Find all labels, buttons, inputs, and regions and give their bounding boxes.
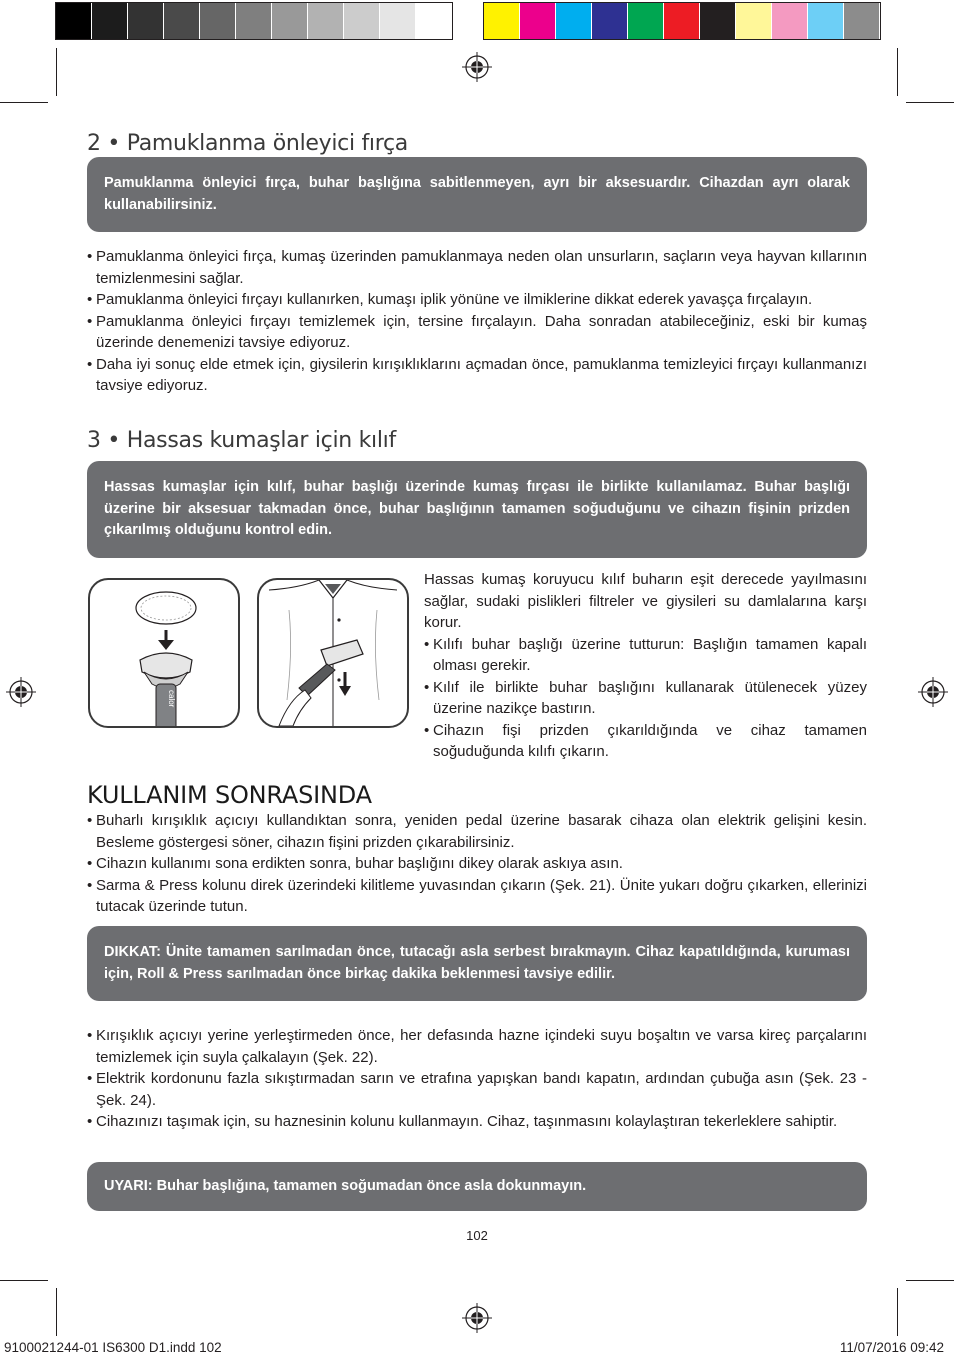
- color-swatch: [592, 3, 628, 39]
- registration-mark-icon: [462, 52, 492, 82]
- color-swatch: [308, 3, 344, 39]
- color-swatch: [164, 3, 200, 39]
- handle-brand-text: calor: [167, 690, 176, 708]
- color-calibration-bar: [483, 2, 881, 40]
- cover-attach-illustration: [90, 580, 238, 726]
- crop-mark: [0, 102, 48, 103]
- color-swatch: [844, 3, 880, 39]
- registration-mark-icon: [462, 1303, 492, 1333]
- list-item: • Cihazınızı taşımak için, su haznesinin kolunu kullanmayın. Cihaz, taşınmasını kolaylaştıran tekerleklere sahiptir.: [87, 1111, 867, 1133]
- color-swatch: [772, 3, 808, 39]
- figure-shirt-press: [257, 578, 409, 728]
- color-swatch: [808, 3, 844, 39]
- color-swatch: [272, 3, 308, 39]
- list-item: • Pamuklanma önleyici fırçayı kullanırken, kumaşı iplik yönüne ve ilmiklerine dikkat ederek yavaşça fırçalayın.: [87, 289, 867, 311]
- list-item: • Pamuklanma önleyici fırça, kumaş üzerinden pamuklanmaya neden olan unsurların, saçların veya hayvan kıllarının temizlenmesini sağlar.: [87, 246, 867, 289]
- after-use-bullets-2: [87, 1025, 867, 1133]
- color-swatch: [700, 3, 736, 39]
- list-item: • Sarma & Press kolunu direk üzerindeki kilitleme yuvasından çıkarın (Şek. 21). Ünite yukarı doğru çıkarken, ellerinizi tutacak üzerinde tutun.: [87, 875, 867, 918]
- crop-mark: [897, 48, 898, 96]
- color-swatch: [484, 3, 520, 39]
- gray-calibration-bar: [55, 2, 453, 40]
- list-item: • Daha iyi sonuç elde etmek için, giysilerin kırışıklıklarını açmadan önce, pamuklanma temizleyici fırçayı kullanmanızı tavsiye ediyoruz.: [87, 354, 867, 397]
- color-swatch: [344, 3, 380, 39]
- crop-mark: [0, 1280, 48, 1281]
- color-swatch: [736, 3, 772, 39]
- list-item: • Kırışıklık açıcıyı yerine yerleştirmeden önce, her defasında hazne içindeki suyu boşaltın ve varsa kireç parçalarını temizlemek için suyla çalkalayın (Şek. 22).: [87, 1025, 867, 1068]
- crop-mark: [906, 1280, 954, 1281]
- section-3-intro: Hassas kumaş koruyucu kılıf buharın eşit derecede yayılmasını sağlar, sudaki pislikleri filtreler ve giysileri su damlalarına karşı korur.: [424, 571, 867, 631]
- date-slug: 11/07/2016 09:42: [839, 1340, 944, 1355]
- list-item: • Pamuklanma önleyici fırçayı temizlemek için, tersine fırçalayın. Daha sonradan atabileceğiniz, eski bir kumaş üzerinde denemenizi tavsiye ediyoruz.: [87, 311, 867, 354]
- list-item: • Elektrik kordonunu fazla sıkıştırmadan sarın ve etrafına yapışkan bandı kapatın, ardından çubuğa asın (Şek. 23 - Şek. 24).: [87, 1068, 867, 1111]
- section-2-title: 2 • Pamuklanma önleyici fırça: [87, 131, 408, 156]
- color-swatch: [416, 3, 452, 39]
- color-swatch: [56, 3, 92, 39]
- color-swatch: [628, 3, 664, 39]
- file-slug: 9100021244-01 IS6300 D1.indd 102: [4, 1340, 222, 1355]
- after-use-bullets-1: [87, 810, 867, 918]
- after-use-title: KULLANIM SONRASINDA: [87, 781, 372, 809]
- color-swatch: [664, 3, 700, 39]
- section-3-note: Hassas kumaşlar için kılıf, buhar başlığı üzerinde kumaş fırçası ile birlikte kullanılamaz. Buhar başlığı üzerine bir aksesuar takmadan önce, buhar başlığının tamamen soğuduğunu ve cihazın fişinin prizden çıkarılmış olduğunu kontrol edin.: [87, 461, 867, 558]
- crop-mark: [897, 1288, 898, 1336]
- registration-mark-icon: [918, 677, 948, 707]
- color-swatch: [92, 3, 128, 39]
- color-swatch: [520, 3, 556, 39]
- list-item: • Cihazın fişi prizden çıkarıldığında ve cihaz tamamen soğuduğunda kılıfı çıkarın.: [424, 720, 867, 763]
- section-2-bullets: [87, 246, 867, 397]
- list-item: • Cihazın kullanımı sona erdikten sonra, buhar başlığını dikey olarak askıya asın.: [87, 853, 867, 875]
- list-item: • Buharlı kırışıklık açıcıyı kullandıktan sonra, yeniden pedal üzerine basarak cihaza olan elektrik gelişini kesin. Besleme göstergesi söner, cihazın fişini prizden çıkarabilirsiniz.: [87, 810, 867, 853]
- section-3-bullets: [424, 634, 867, 763]
- crop-mark: [906, 102, 954, 103]
- shirt-press-illustration: [259, 580, 407, 726]
- color-swatch: [556, 3, 592, 39]
- crop-mark: [56, 1288, 57, 1336]
- crop-mark: [56, 48, 57, 96]
- figure-cover-attach: [88, 578, 240, 728]
- list-item: • Kılıf ile birlikte buhar başlığını kullanarak ütülenecek yüzey üzerine nazikçe bastırın.: [424, 677, 867, 720]
- caution-note: UYARI: Buhar başlığına, tamamen soğumadan önce asla dokunmayın.: [87, 1162, 867, 1211]
- color-swatch: [380, 3, 416, 39]
- section-3-title: 3 • Hassas kumaşlar için kılıf: [87, 428, 396, 453]
- section-2-note: Pamuklanma önleyici fırça, buhar başlığına sabitlenmeyen, ayrı bir aksesuardır. Cihazdan ayrı olarak kullanabilirsiniz.: [87, 157, 867, 232]
- color-swatch: [236, 3, 272, 39]
- list-item: • Kılıfı buhar başlığı üzerine tutturun: Başlığın tamamen kapalı olması gerekir.: [424, 634, 867, 677]
- color-swatch: [128, 3, 164, 39]
- page-number: 102: [466, 1228, 488, 1243]
- section-3-text: [424, 569, 867, 763]
- warning-note: DIKKAT: Ünite tamamen sarılmadan önce, tutacağı asla serbest bırakmayın. Cihaz kapatıldığında, kuruması için, Roll & Press sarılmadan önce birkaç dakika beklenmesi tavsiye edilir.: [87, 926, 867, 1001]
- color-swatch: [200, 3, 236, 39]
- registration-mark-icon: [6, 677, 36, 707]
